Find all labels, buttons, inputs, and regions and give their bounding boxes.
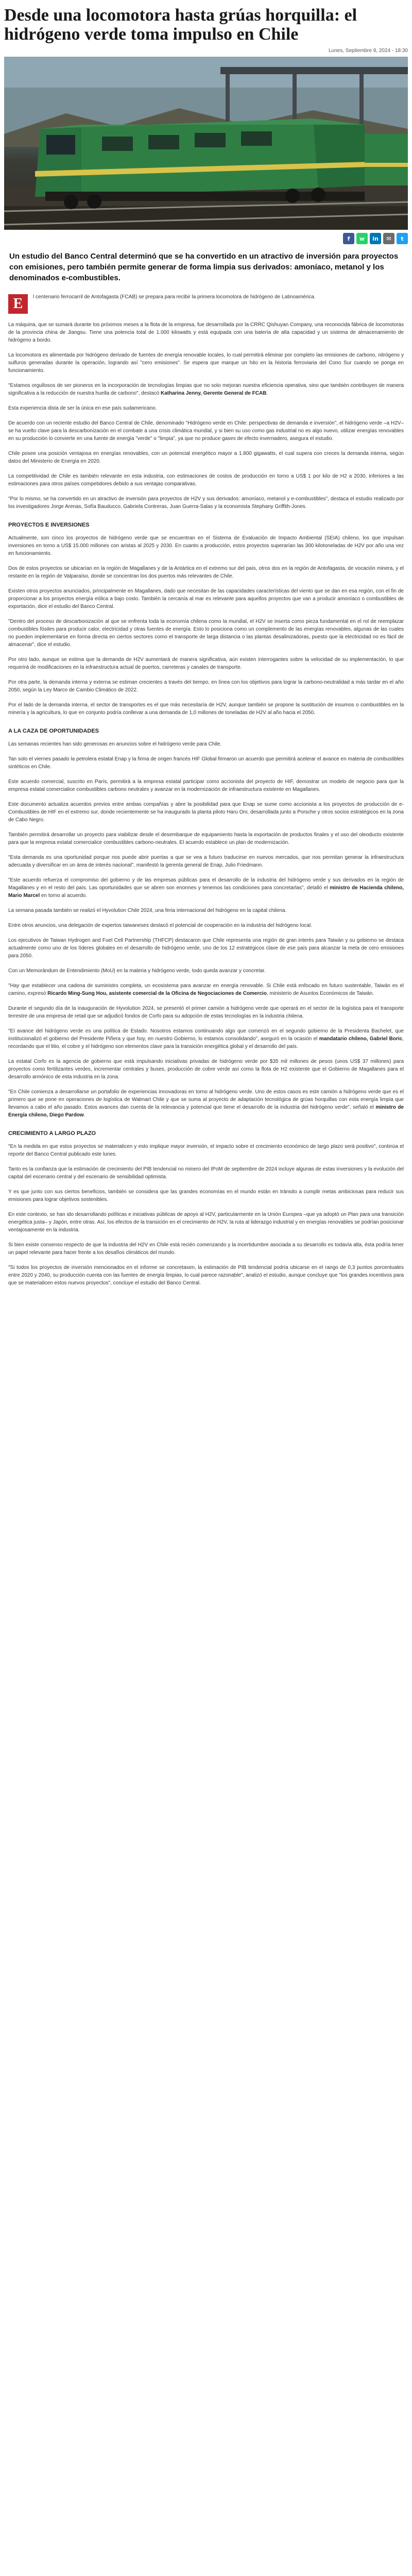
intro	[8, 293, 404, 314]
paragraph: También permitirá desarrollar un proyecto para viabilizar desde el desembarque de equipamiento hasta la exportación de productos finales y el uso del oleoducto existente para que la empresa estatal comercialice combustibles carbono-neutrales. El acuerdo establece un plan de modernización.	[8, 832, 404, 845]
linkedin-icon: in	[372, 235, 379, 242]
paragraph	[8, 876, 404, 900]
facebook-share-button[interactable]	[343, 233, 354, 244]
paragraph: Tan solo el viernes pasado la petrolera estatal Enap y la firma de origen francés HIF Global firmaron un acuerdo que permitirá acelerar el avance en materia de combustibles sintéticos en Chile.	[8, 756, 404, 770]
paragraph: Chile posee una posición ventajosa en energías renovables, con un potencial energético mayor a 1.800 gigawatts, el cual supera con creces la demanda interna, según datos del Ministerio de Energía en 2020.	[8, 450, 404, 464]
headline: Desde una locomotora hasta grúas horquilla: el hidrógeno verde toma impulso en Chile	[4, 6, 357, 44]
paragraph: "Esta demanda es una oportunidad porque nos puede abrir puertas a que se vea a futuro traducirse en nuevos mercados, que nos permitan generar la infraestructura adecuada y diversificar en un área de interés nacional", manifestó la gerenta general de Enap, Julio Friedmann.	[8, 854, 404, 868]
paragraph: La máquina, que se sumará durante los próximos meses a la flota de la empresa, fue desarrollada por la CRRC Qishuyan Company, una reconocida fábrica de locomotoras de la provincia china de Jiangsu. Tiene una potencia total de 1.000 kilowatts y está equipada con una batería de alta capacidad y un sistema de almacenamiento de hidrógeno a bordo.	[8, 321, 404, 343]
whatsapp-share-button[interactable]	[356, 233, 368, 244]
paragraph-text: "El avance del hidrógeno verde es una política de Estado. Nosotros estamos continuando algo que comenzó en el segundo gobierno de la Presidenta Bachelet, que institucionalizó el gobierno del Presidente Piñera y que hoy, en nuestro Gobierno, lo estamos consolidando", aseguró en la ocasión el	[8, 1028, 404, 1042]
paragraph: En este contexto, se han ido desarrollando políticas e iniciativas públicas de apoyo al H2V, particularmente en la Unión Europea –que ya adoptó un Plan para una transición energética justa– y Japón, entre otras. Así, los efectos de la transición en el crecimiento de H2V, la ruta al liderazgo industrial y en energías renovables se podrían posicionar ventajosamente en la industria.	[8, 1211, 404, 1233]
paragraph: "En la medida en que estos proyectos se materialicen y esto implique mayor inversión, el impacto sobre el crecimiento económico de largo plazo será positivo", continúa el reporte del Banco Central publicado este lunes.	[8, 1143, 404, 1157]
paragraph: "En Chile comienza a desarrollarse un portafolio de experiencias innovadoras en torno al hidrógeno verde. Uno de estos casos es este camión a hidrógeno verde que es el primero que se pone en operaciones de logística de Walmart Chile y que se suma al proyecto de adaptación tecnológica de grúas horquillas con esta energía limpia que llevamos a cabo el año pasado. Estos avances dan cuenta de la relevancia y potencial que tiene el desarrollo de la industria del hidrógeno verde", señaló el ministro de Energía chileno, Diego Pardow.	[8, 1089, 404, 1118]
paragraph: Y es que junto con sus ciertos beneficios, también se considera que las grandes economías en el mundo están en tránsito a cumplir metas ambiciosas para reducir sus emisiones para lograr objetivos sostenibles.	[8, 1189, 404, 1202]
paragraph-text: "Estamos orgullosos de ser pioneros en la incorporación de tecnologías limpias que no solo mejoran nuestra eficiencia operativa, sino que también contribuyen de manera significativa a la reducción de nuestra huella de carbono", destacó	[8, 382, 404, 396]
email-icon: ✉	[386, 235, 391, 242]
paragraph: Por el lado de la demanda interna, el sector de transportes es el que más necesitaría de H2V, aunque también se propone la sustitución de insumos o combustibles en la minería y la agricultura, lo que en conjunto podría conllevar a una demanda de 1,0 millones de toneladas de H2V al año hacia el 2050.	[8, 702, 404, 716]
quote-attribution: Ricardo Ming-Sung Hou, asistente comercial de la Oficina de Negociaciones de Comercio	[47, 990, 267, 996]
quote-attribution: mandatario chileno, Gabriel Boric	[319, 1036, 403, 1042]
twitter-icon: t	[401, 235, 404, 242]
linkedin-share-button[interactable]	[370, 233, 381, 244]
share-bar	[4, 233, 408, 244]
paragraph: Entre otros anuncios, una delegación de expertos taiwaneses destacó el potencial de cooperación en la industria del hidrógeno local.	[8, 922, 312, 928]
dateline: Lunes, Septiembre 9, 2024 - 18:30	[329, 48, 408, 54]
paragraph: "Si todos los proyectos de inversión mencionados en el informe se concretasen, la estimación de PIB tendencial podría ubicarse en el rango de 0,3 puntos porcentuales entre 2020 y 2040, su producción cuenta con las fuentes de energía limpias, lo cual parece razonable", analizó el estudio, aunque concluye que "los grandes incentivos para que se materialicen estos nuevos proyectos", concluye el estudio del Banco Central.	[8, 1264, 404, 1286]
paragraph: La semana pasada también se realizó el Hyvolution Chile 2024, una feria internacional del hidrógeno en la capital chilena.	[8, 907, 287, 913]
paragraph: Existen otros proyectos anunciados, principalmente en Magallanes, dado que necesitan de las capacidades características del viento que se dan en esa región, con el fin de proporcionar a los proyectos energía eólica a bajo costo. También la cercanía al mar es relevante para aquellos proyectos que van a producir amoníaco o combustibles de exportación, dice el estudio del Banco Central.	[8, 588, 404, 609]
section-heading: PROYECTOS E INVERSIONES	[8, 521, 90, 528]
paragraph: "Estamos orgullosos de ser pioneros en la incorporación de tecnologías limpias que no solo mejoran nuestra eficiencia operativa, sino que también contribuyen de manera significativa a la reducción de nuestra huella de carbono", destacó Katharina Jenny, Gerente General de FCAB.	[8, 382, 404, 396]
paragraph-text: "Este acuerdo refuerza el compromiso del gobierno y de las empresas públicas para el desarrollo de la industria del hidrógeno verde y sus derivados en la región de Magallanes y en el resto del país. Las oportunidades que se abren son enormes y tenemos las condiciones para concretarlas", detalló el	[8, 877, 404, 891]
paragraph: Este acuerdo comercial, suscrito en París, permitirá a la empresa estatal participar como accionista del proyecto de HIF, demostrar un modelo de negocio para que la empresa estatal comercialice combustibles carbono neutrales y avanzar en la modernización de infraestructura existente en Magallanes.	[8, 778, 404, 792]
paragraph: "Por lo mismo, se ha convertido en un atractivo de inversión para proyectos de H2V y sus derivados: amoníaco, metanol y e-combustibles", destaca el estudio realizado por los investigadores Jorge Arenas, Sofía Bauducco, Gabriela Contreras, Juan Guerra-Salas y la economista Stephany Griffith-Jones.	[8, 496, 404, 510]
paragraph: Por otro lado, aunque se estima que la demanda de H2V aumentará de manera significativa, aún existen interrogantes sobre la velocidad de su implementación, lo que requerirá de modificaciones en la infraestructura actual de puertos, carreteras y canales de transporte.	[8, 656, 404, 670]
paragraph-text: , ministerio de Asuntos Económicos de Taiwán.	[266, 990, 374, 996]
paragraph-text: en torno al acuerdo.	[41, 892, 87, 899]
paragraph: "Dentro del proceso de descarbonización al que se enfrenta toda la economía chilena como la mundial, el H2V se inserta como pieza fundamental en el rol de reemplazar combustibles fósiles para producir calor, electricidad y otras fuentes de energía. Esto lo posiciona como un complemento de las energías renovables, algunas de las cuales no pueden implementarse en forma directa en ciertos sectores como el transporte de larga distancia o las plantas desalinizadoras, puesto que la electricidad no es fácil de almacenar", dice el estudio.	[8, 618, 404, 648]
section-heading: CRECIMIENTO A LARGO PLAZO	[8, 1130, 96, 1137]
paragraph: Este documento actualiza acuerdos previos entre ambas compañías y abre la posibilidad para que Enap se sume como accionista a los proyectos de producción de e-Combustibles de HIF en el extremo sur, donde recientemente se ha inaugurado la planta piloto Haru Oni, desarrollada junto a Porsche y otros socios estratégicos en la zona de Cabo Negro.	[8, 801, 404, 823]
whatsapp-icon: w	[359, 235, 365, 242]
email-share-button[interactable]	[383, 233, 394, 244]
paragraph: Los ejecutivos de Taiwan Hydrogen and Fuel Cell Partnership (THFCP) destacaron que Chile representa una región de gran interés para Taiwán y su gobierno se destaca actualmente como uno de los líderes globales en el desarrollo de hidrógeno verde, uno de los 12 estratégicos clave de ese país para alcanzar la meta de cero emisiones para 2050.	[8, 937, 404, 959]
quote-attribution: ministro de Hacienda chileno, Mario Marcel	[8, 885, 404, 899]
paragraph: La estatal Corfo es la agencia de gobierno que está impulsando iniciativas privadas de hidrógeno verde por $35 mil millones de pesos (unos US$ 37 millones) para proyectos como fertilizantes verdes, incrementar centrales y buses, producción de cobre verde así como la flota de H2 existente que el Gobierno de Magallanes para el desarrollo armónico de esta industria en la zona.	[8, 1058, 404, 1080]
paragraph: Si bien existe consenso respecto de que la industria del H2V en Chile está recién comenzando y la incertidumbre asociada a su desarrollo es todavía alta, ésta podría tener un papel relevante para hacer frente a los desafíos climáticos del mundo.	[8, 1242, 404, 1256]
facebook-icon: f	[347, 235, 350, 242]
paragraph	[8, 1027, 404, 1050]
section-heading: A LA CAZA DE OPORTUNIDADES	[8, 727, 99, 734]
dropcap: E	[8, 294, 28, 314]
paragraph: Actualmente, son cinco los proyectos de hidrógeno verde que se encuentran en el Sistema de Evaluación de Impacto Ambiental (SEIA) chileno, los que impulsan inversiones en torno a US$ 15.000 millones con aristas al 2025 y 2030. En cuanto a producción, estos proyectos superarían las 300 kilotoneladas de H2V por año una vez en funcionamiento.	[8, 535, 404, 556]
paragraph-text: , recordando que el litio, el cobre y el hidrógeno son elementos clave para la transición energética global y el desarrollo del país.	[8, 1036, 404, 1049]
intro-paragraph: l centenario ferrocarril de Antofagasta (FCAB) se prepara para recibir la primera locomotora de hidrógeno de Latinoamérica.	[33, 294, 316, 300]
paragraph: La locomotora es alimentada por hidrógeno derivado de fuentes de energía renovable locales, lo cual permitirá eliminar por completo las emisiones de carbono, nitrógeno y sulfuros generadas durante la operación, logrando así "cero emisiones". Se espera que marque un hito en la historia ferroviaria del Cono Sur cuando se ponga en funcionamiento.	[8, 352, 404, 374]
paragraph-text: "En Chile comienza a desarrollarse un portafolio de experiencias innovadoras en torno al hidrógeno verde. Uno de estos casos es este camión a hidrógeno verde que es el primero que se pone en operaciones de logística de Walmart Chile y que se suma al proyecto de adaptación tecnológica de grúas horquillas con esta energía limpia que llevamos a cabo el año pasado. Estos avances dan cuenta de la relevancia y potencial que tiene el desarrollo de la industria del hidrógeno verde", señaló el	[8, 1089, 404, 1110]
paragraph: Esta experiencia dista de ser la única en ese país sudamericano.	[8, 405, 157, 411]
paragraph: Durante el segundo día de la inauguración de Hyvolution 2024, se presentó el primer camión a hidrógeno verde que operará en el sector de la logística para el transporte terrestre de una empresa de retail que se adjudicó fondos de Corfo para su adopción de estas tecnologías en la industria chilena.	[8, 1005, 404, 1019]
paragraph-text: "Hay que establecer una cadena de suministro completa, un ecosistema para avanzar en energía renovable. Si Chile está enfocado en futuro sustentable, Taiwán es el camino, expresó	[8, 982, 404, 996]
lead-paragraph: Un estudio del Banco Central determinó que se ha convertido en un atractivo de inversión para proyectos con emisiones, pero también permite generar de forma limpia sus derivados: amoníaco, metanol y los denominados e-combustibles.	[9, 252, 399, 282]
paragraph	[8, 982, 404, 997]
paragraph: Dos de estos proyectos se ubicarían en la región de Magallanes y de la Antártica en el extremo sur del país, otros dos en la región de Antofagasta, de vocación minera, y el restante en la región de Valparaíso, donde se concentran los dos puertos más relevantes de Chile.	[8, 565, 404, 579]
hero-image	[4, 57, 408, 230]
paragraph: Las semanas recientes han sido generosas en anuncios sobre el hidrógeno verde para Chile.	[8, 741, 222, 747]
quote-attribution: ministro de Energía chileno, Diego Pardow	[8, 1104, 404, 1118]
quote-attribution: Katharina Jenny, Gerente General de FCAB	[160, 390, 267, 396]
locomotive-photo	[4, 57, 408, 230]
paragraph: Tanto es la confianza que la estimación de crecimiento del PIB tendencial no minero del IPoM de septiembre de 2024 incluye algunas de estas inversiones y la evolución del capital del escenario central y del escenario de sensibilidad optimista.	[8, 1166, 404, 1180]
paragraph: De acuerdo con un reciente estudio del Banco Central de Chile, denominado "Hidrógeno verde en Chile: perspectivas de demanda e inversión", el hidrógeno verde –a H2V– se ha vuelto clave para la descarbonización en el combate a una crisis climática mundial, y si bien su uso como gas industrial no es algo nuevo, utilizar energías renovables en su producción lo convierte en una fuente de energía "verde" o "limpia", ya que no produce gases de efecto invernadero, asegura el estudio.	[8, 420, 404, 442]
paragraph: Por otra parte, la demanda interna y externa se estiman crecientes a través del tiempo, en línea con los objetivos para lograr la carbono-neutralidad a más tardar en el año 2050, según la Ley Marco de Cambio Climático de 2022.	[8, 679, 404, 693]
twitter-share-button[interactable]	[397, 233, 408, 244]
article-body	[4, 293, 408, 1287]
paragraph: Con un Memorándum de Entendimiento (MoU) en la materia y hidrógeno verde, todo queda avanzar y concretar.	[8, 968, 266, 974]
paragraph: La competitividad de Chile es también relevante en esta industria, con estimaciones de costos de producción en torno a US$ 1 por kilo de H2 a 2030, inferiores a las estimaciones para otros países competidores debido a sus ventajas comparativas.	[8, 473, 404, 487]
